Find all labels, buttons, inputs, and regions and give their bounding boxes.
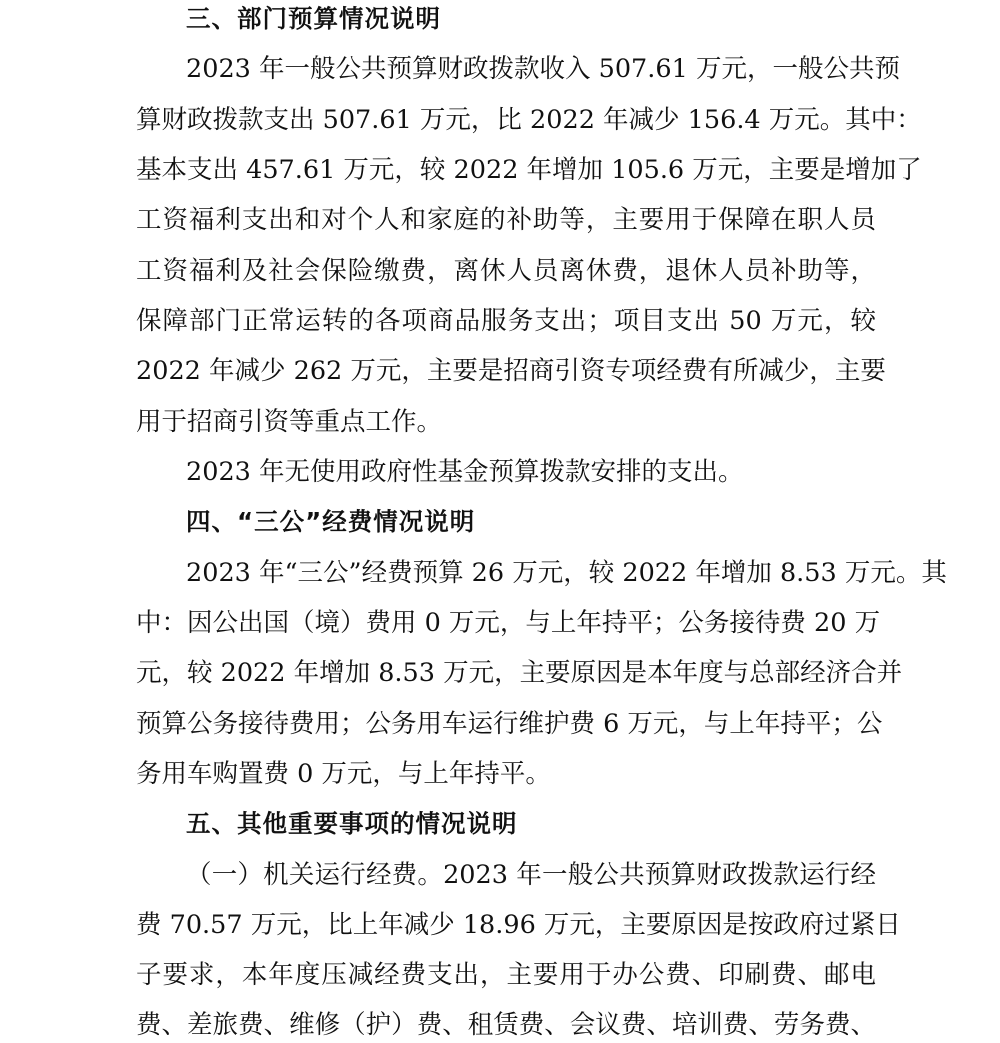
paragraph-line: 工资福利支出和对个人和家庭的补助等，主要用于保障在职人员	[136, 205, 876, 235]
paragraph-line: 2023 年“三公”经费预算 26 万元，较 2022 年增加 8.53 万元。其	[186, 558, 947, 588]
paragraph-line: 中：因公出国（境）费用 0 万元，与上年持平；公务接待费 20 万	[136, 608, 881, 638]
paragraph-line: 预算公务接待费用；公务用车运行维护费 6 万元，与上年持平；公	[136, 709, 883, 739]
section-heading-three-public-funds: 四、“三公”经费情况说明	[186, 507, 476, 536]
paragraph-line: 保障部门正常运转的各项商品服务支出；项目支出 50 万元，较	[136, 306, 876, 336]
paragraph-line: 用于招商引资等重点工作。	[136, 407, 443, 437]
paragraph-line: （一）机关运行经费。2023 年一般公共预算财政拨款运行经	[186, 860, 876, 890]
paragraph-line: 算财政拨款支出 507.61 万元，比 2022 年减少 156.4 万元。其中：	[136, 105, 922, 135]
paragraph-line: 2023 年一般公共预算财政拨款收入 507.61 万元，一般公共预	[186, 54, 900, 84]
paragraph-line: 务用车购置费 0 万元，与上年持平。	[136, 759, 551, 789]
paragraph-line: 2022 年减少 262 万元，主要是招商引资专项经费有所减少，主要	[136, 356, 886, 386]
paragraph-line: 工资福利及社会保险缴费，离休人员离休费，退休人员补助等，	[136, 256, 876, 286]
paragraph-line: 费、差旅费、维修（护）费、租赁费、会议费、培训费、劳务费、	[136, 1010, 876, 1040]
section-heading-other-matters: 五、其他重要事项的情况说明	[186, 809, 518, 838]
paragraph-line: 元，较 2022 年增加 8.53 万元，主要原因是本年度与总部经济合并	[136, 658, 903, 688]
paragraph-line: 子要求，本年度压减经费支出，主要用于办公费、印刷费、邮电	[136, 960, 876, 990]
section-heading-budget: 三、部门预算情况说明	[186, 4, 441, 33]
paragraph-line: 基本支出 457.61 万元，较 2022 年增加 105.6 万元，主要是增加了	[136, 155, 922, 185]
paragraph-line: 费 70.57 万元，比上年减少 18.96 万元，主要原因是按政府过紧日	[136, 910, 901, 940]
paragraph-line: 2023 年无使用政府性基金预算拨款安排的支出。	[186, 457, 744, 487]
